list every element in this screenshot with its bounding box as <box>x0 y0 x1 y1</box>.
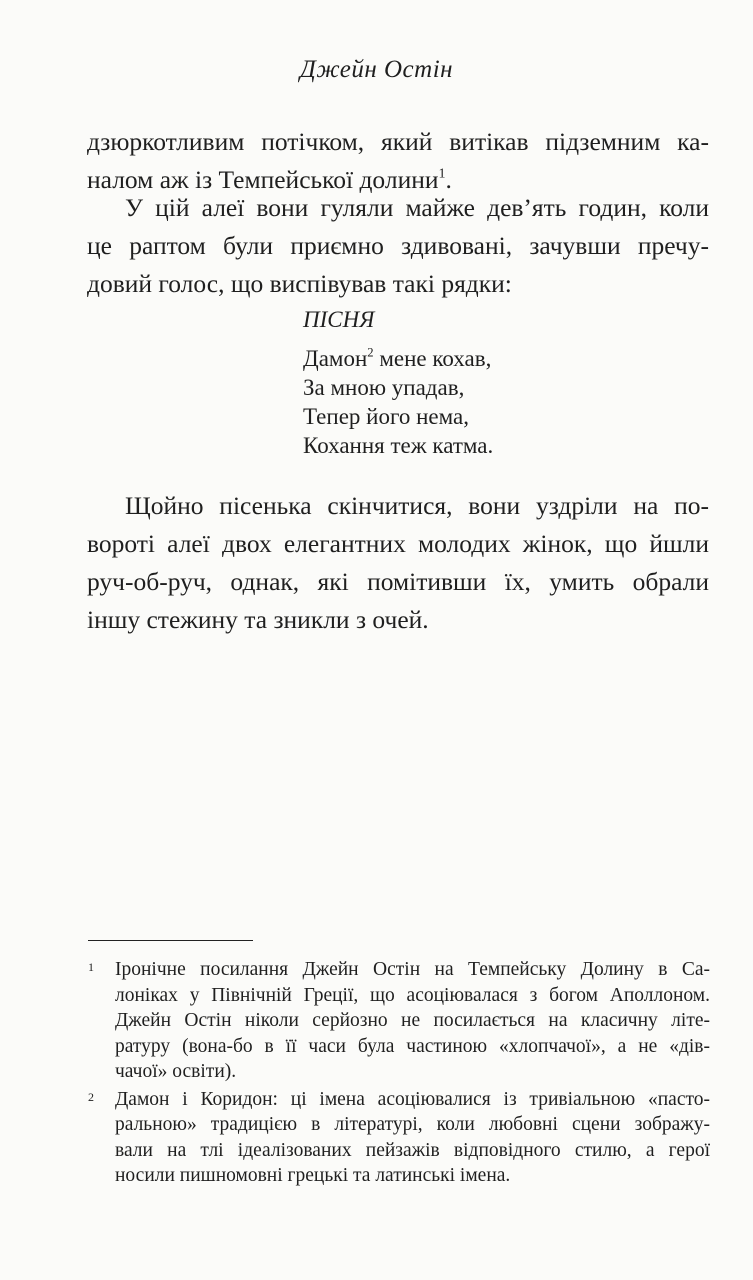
footnote-1-line-1: Іронічне посилання Джейн Остін на Темпейську Долину в Са- <box>115 959 710 980</box>
song-line-1-name: Дамон <box>303 346 368 371</box>
footnote-1-mark: 1 <box>88 960 94 974</box>
song-line-1-rest: мене кохав, <box>373 346 492 371</box>
paragraph-1 <box>87 123 709 199</box>
paragraph-3-line-2: вороті алеї двох елегантних молодих жінок, що йшли <box>87 529 709 558</box>
footnote-2-line-1: Дамон і Коридон: ці імена асоціювалися із тривіальною «пасто- <box>115 1088 710 1110</box>
song-line-2: За мною упадав, <box>303 375 465 400</box>
song-title: ПІСНЯ <box>303 307 375 332</box>
footnote-2-line-4: носили пишномовні грецькі та латинські імена. <box>115 1165 511 1186</box>
running-head-text: Джейн Остін <box>299 56 454 83</box>
footnote-1-text <box>115 957 710 1085</box>
footnote-2-line-2: ральною» традицією в літературі, коли любовні сцени зображу- <box>115 1114 710 1135</box>
song-verse <box>303 305 493 460</box>
paragraph-3-line-4: іншу стежину та зникли з очей. <box>87 605 429 634</box>
paragraph-1-line-2-text: налом аж із Темпейської долини <box>87 165 439 194</box>
footnotes <box>88 957 710 1191</box>
paragraph-3 <box>87 487 709 639</box>
paragraph-1-line-1: дзюркотливим потічком, який витікав підземним ка- <box>87 127 709 156</box>
paragraph-2-line-3: довий голос, що виспівував такі рядки: <box>87 269 512 298</box>
footnote-ref-1: 1 <box>438 166 446 182</box>
paragraph-2 <box>87 189 709 303</box>
footnote-2 <box>88 1087 710 1189</box>
song-line-3: Тепер його нема, <box>303 404 469 429</box>
footnote-2-mark: 2 <box>88 1089 94 1104</box>
footnote-ref-2: 2 <box>367 345 374 360</box>
paragraph-3-line-1: Щойно пісенька скінчитися, вони уздріли на по- <box>125 491 709 520</box>
footnote-1-line-3: Джейн Остін ніколи серйозно не посилається на класичну літе- <box>115 1010 710 1031</box>
footnote-divider <box>88 940 253 941</box>
footnote-2-line-3: вали на тлі ідеалізованих пейзажів відповідного стилю, а герої <box>115 1139 710 1161</box>
paragraph-2-line-1: У цій алеї вони гуляли майже дев’ять годин, коли <box>125 193 709 222</box>
footnote-2-text <box>115 1087 710 1189</box>
paragraph-3-line-3: руч-об-руч, однак, які помітивши їх, умить обрали <box>87 567 709 596</box>
footnote-1 <box>88 957 710 1085</box>
song-line-4: Кохання теж катма. <box>303 433 494 458</box>
paragraph-1-line-2: налом аж із Темпейської долини$^1$. <box>87 165 452 194</box>
footnote-1-line-4: ратуру (вона-бо в її часи була частиною «хлопчачої», а не «дів- <box>115 1035 710 1057</box>
paragraph-2-line-2: це раптом були приємно здивовані, зачувши пречу- <box>87 231 709 260</box>
song-line-1 <box>303 344 493 373</box>
running-head <box>0 56 753 84</box>
footnote-1-line-2: лоніках у Північній Греції, що асоціювалася з богом Аполлоном. <box>115 984 710 1006</box>
footnote-1-line-5: чачої» освіти). <box>115 1061 237 1082</box>
